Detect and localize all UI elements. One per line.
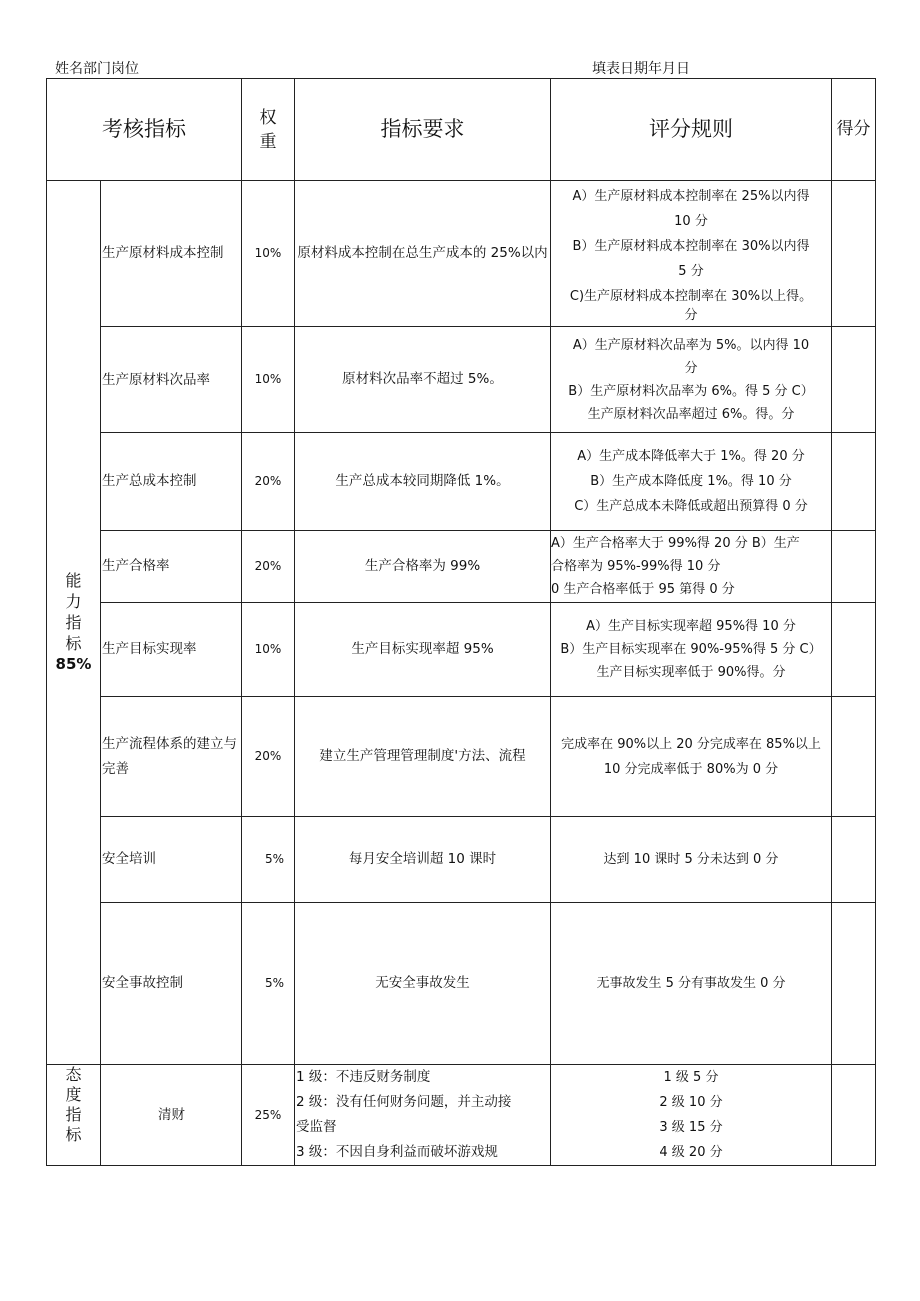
- rule-line: 无事故发生 5 分有事故发生 0 分: [596, 976, 786, 991]
- score-cell[interactable]: [832, 1065, 876, 1166]
- rule-line: 2 级 10 分: [659, 1095, 723, 1110]
- scoring-rules: [551, 697, 832, 817]
- indicator-requirement: 原材料成本控制在总生产成本的 25%以内: [295, 181, 551, 327]
- rule-line: 0 生产合格率低于 95 第得 0 分: [551, 582, 735, 597]
- table-row: [47, 433, 876, 531]
- indicator-weight: 20%: [242, 433, 295, 531]
- rule-line: B）生产原材料成本控制率在 30%以内得: [572, 239, 810, 254]
- indicator-weight: 20%: [242, 697, 295, 817]
- column-header-rules: 评分规则: [551, 79, 832, 181]
- table-row: [47, 903, 876, 1065]
- table-row: [47, 697, 876, 817]
- score-cell[interactable]: [832, 817, 876, 903]
- indicator-weight: 25%: [242, 1065, 295, 1166]
- table-row: [47, 1065, 876, 1166]
- rule-line: 10 分: [674, 214, 708, 229]
- indicator-name: 生产合格率: [101, 531, 242, 603]
- table-row: [47, 531, 876, 603]
- rule-line: A）生产原材料次品率为 5%。以内得 10: [572, 337, 810, 353]
- rule-line: 10 分完成率低于 80%为 0 分: [603, 761, 779, 777]
- scoring-rules: [551, 433, 832, 531]
- rule-line: 分: [684, 308, 698, 323]
- indicator-name: 安全事故控制: [101, 903, 242, 1065]
- rule-line: A）生产目标实现率超 95%得 10 分: [586, 619, 796, 634]
- score-cell[interactable]: [832, 697, 876, 817]
- scoring-rules: [551, 181, 832, 327]
- scoring-rules: [551, 903, 832, 1065]
- scoring-rules: [551, 327, 832, 433]
- requirement-line: 3 级：不因自身利益而破坏游戏规: [296, 1144, 498, 1160]
- rule-line: C)生产原材料成本控制率在 30%以上得。: [569, 289, 813, 304]
- column-header-score: 得分: [832, 79, 876, 181]
- rule-line: 生产原材料次品率超过 6%。得。分: [587, 406, 795, 422]
- rule-line: C）生产总成本未降低或超出预算得 0 分: [574, 499, 808, 514]
- indicator-name: 生产总成本控制: [101, 433, 242, 531]
- requirement-line: 受监督: [296, 1119, 337, 1135]
- indicator-name-text: 生产原材料次品率: [102, 371, 210, 388]
- group-ability-percent: 85%: [55, 655, 92, 673]
- rule-line: 生产目标实现率低于 90%得。分: [596, 665, 786, 680]
- indicator-weight: 10%: [242, 327, 295, 433]
- indicator-requirement: 生产目标实现率超 95%: [295, 603, 551, 697]
- rule-line: B）生产目标实现率在 90%-95%得 5 分 C）: [560, 642, 822, 657]
- indicator-requirement: 原材料次品率不超过 5%。: [295, 327, 551, 433]
- weight-header-line2: 重: [259, 131, 277, 152]
- group-ability: [47, 181, 101, 1065]
- rule-line: 分: [684, 360, 698, 376]
- indicator-requirement: 每月安全培训超 10 课时: [295, 817, 551, 903]
- table-row: [47, 817, 876, 903]
- indicator-requirement: 生产合格率为 99%: [295, 531, 551, 603]
- score-cell[interactable]: [832, 603, 876, 697]
- rule-line: A）生产原材料成本控制率在 25%以内得: [572, 189, 810, 204]
- rule-line: A）生产成本降低率大于 1%。得 20 分: [577, 449, 805, 464]
- score-cell[interactable]: [832, 181, 876, 327]
- group-ability-label: 能力指标: [65, 571, 82, 653]
- scoring-rules: [551, 1065, 832, 1166]
- assessment-table: [46, 78, 876, 1166]
- column-header-weight: [242, 79, 295, 181]
- requirement-line: 2 级：没有任何财务问题，并主动接: [296, 1094, 512, 1110]
- rule-line: 5 分: [678, 264, 704, 279]
- column-header-indicator: 考核指标: [47, 79, 242, 181]
- header-fill-date: 填表日期年月日: [592, 61, 690, 77]
- rule-line: B）生产成本降低度 1%。得 10 分: [590, 474, 792, 489]
- score-cell[interactable]: [832, 433, 876, 531]
- rule-line: A）生产合格率大于 99%得 20 分 B）生产: [551, 536, 800, 551]
- indicator-name: 生产目标实现率: [101, 603, 242, 697]
- rule-line: 1 级 5 分: [663, 1070, 719, 1085]
- indicator-weight: 20%: [242, 531, 295, 603]
- indicator-weight: 10%: [242, 603, 295, 697]
- weight-header-line1: 权: [259, 107, 277, 128]
- requirement-line: 1 级：不违反财务制度: [296, 1069, 431, 1085]
- scoring-rules: [551, 531, 832, 603]
- indicator-weight: 10%: [242, 181, 295, 327]
- rule-line: 合格率为 95%-99%得 10 分: [551, 559, 721, 574]
- group-attitude: [47, 1065, 101, 1166]
- indicator-requirement: 生产总成本较同期降低 1%。: [295, 433, 551, 531]
- group-attitude-label: 态度指标: [65, 1065, 82, 1144]
- table-header-row: [47, 79, 876, 181]
- indicator-weight: 5%: [242, 817, 295, 903]
- rule-line: 3 级 15 分: [659, 1120, 723, 1135]
- rule-line: B）生产原材料次品率为 6%。得 5 分 C）: [568, 383, 814, 399]
- table-row: [47, 603, 876, 697]
- indicator-name: [101, 327, 242, 433]
- indicator-name: 生产流程体系的建立与完善: [101, 697, 242, 817]
- indicator-name: 安全培训: [101, 817, 242, 903]
- rule-line: 4 级 20 分: [659, 1145, 723, 1160]
- column-header-requirement: 指标要求: [295, 79, 551, 181]
- table-row: [47, 327, 876, 433]
- header-name-dept-position: 姓名部门岗位: [55, 61, 139, 77]
- table-row: [47, 181, 876, 327]
- indicator-requirement: 建立生产管理管理制度'方法、流程: [295, 697, 551, 817]
- rule-line: 达到 10 课时 5 分未达到 0 分: [603, 852, 779, 867]
- scoring-rules: [551, 817, 832, 903]
- indicator-name: 生产原材料成本控制: [101, 181, 242, 327]
- scoring-rules: [551, 603, 832, 697]
- indicator-requirement: [295, 1065, 551, 1166]
- indicator-requirement: 无安全事故发生: [295, 903, 551, 1065]
- indicator-weight: 5%: [242, 903, 295, 1065]
- score-cell[interactable]: [832, 903, 876, 1065]
- score-cell[interactable]: [832, 327, 876, 433]
- indicator-name: 清财: [101, 1065, 242, 1166]
- score-cell[interactable]: [832, 531, 876, 603]
- rule-line: 完成率在 90%以上 20 分完成率在 85%以上: [561, 736, 821, 752]
